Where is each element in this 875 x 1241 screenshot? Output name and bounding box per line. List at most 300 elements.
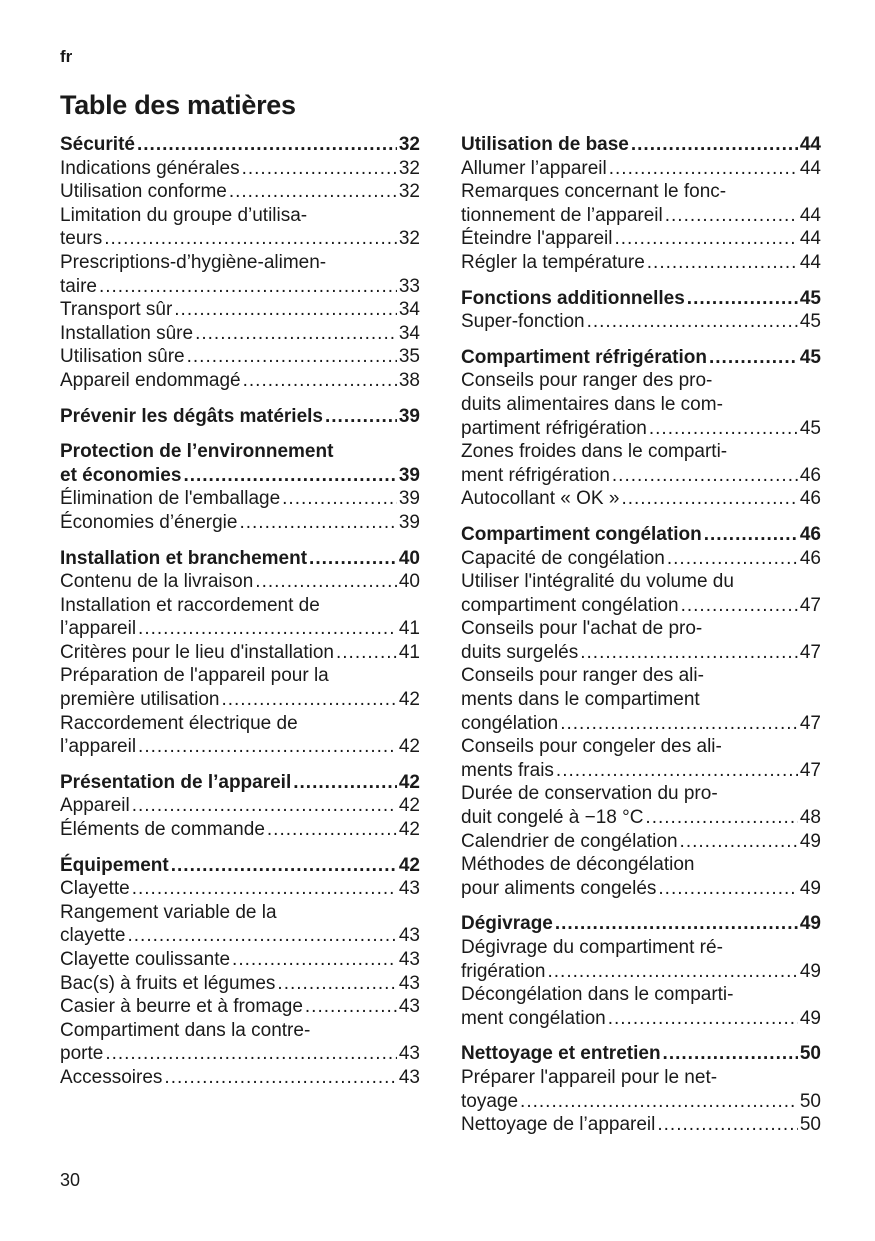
toc-entry-row xyxy=(461,1113,821,1137)
toc-section-heading[interactable] xyxy=(461,523,821,547)
toc-entry-title: duits surgelés xyxy=(461,641,579,663)
toc-entry-lead: Préparer l'appareil pour le net- xyxy=(461,1066,718,1088)
toc-entry-row xyxy=(60,547,420,571)
toc-entry-lead: Installation et raccordement de xyxy=(60,594,320,616)
toc-page-number: 46 xyxy=(799,464,821,486)
toc-section xyxy=(60,547,420,759)
dot-leader xyxy=(556,759,798,783)
toc-entry-title: compartiment congélation xyxy=(461,594,679,616)
toc-section xyxy=(60,405,420,429)
toc-entry-row xyxy=(461,877,821,901)
toc-entry-title: Régler la température xyxy=(461,251,645,273)
toc-section xyxy=(461,346,821,511)
toc-section xyxy=(461,912,821,1030)
toc-entry-lead: Prescriptions-d’hygiène-alimen- xyxy=(60,251,327,273)
dot-leader xyxy=(305,995,397,1019)
dot-leader xyxy=(336,641,397,665)
toc-entry[interactable] xyxy=(461,853,821,900)
dot-leader xyxy=(645,806,797,830)
toc-entry-title: première utilisation xyxy=(60,689,220,711)
dot-leader xyxy=(105,1042,397,1066)
toc-page-number: 35 xyxy=(398,346,420,368)
toc-entry[interactable] xyxy=(461,547,821,571)
dot-leader xyxy=(649,417,798,441)
toc-entry-title: Utilisation sûre xyxy=(60,346,185,368)
toc-entry-title: Nettoyage et entretien xyxy=(461,1043,661,1065)
toc-page-number: 43 xyxy=(398,925,420,947)
toc-page-number: 44 xyxy=(799,134,821,155)
toc-column-right xyxy=(461,133,821,1149)
language-code: fr xyxy=(60,47,73,66)
toc-section-heading[interactable] xyxy=(60,440,420,487)
toc-entry[interactable] xyxy=(461,1113,821,1137)
toc-entry-row xyxy=(60,487,420,511)
toc-entry-title: Casier à beurre et à fromage xyxy=(60,996,303,1018)
toc-entry-lead: ments dans le compartiment xyxy=(461,689,700,711)
toc-section-heading[interactable] xyxy=(60,771,420,795)
toc-entry-title: teurs xyxy=(60,228,103,250)
toc-entry-row xyxy=(60,345,420,369)
toc-entry-lead: Utiliser l'intégralité du volume du xyxy=(461,571,734,593)
toc-page-number: 46 xyxy=(799,488,821,510)
toc-page-number: 50 xyxy=(799,1090,821,1112)
toc-entry-row xyxy=(461,912,821,936)
toc-page-number: 44 xyxy=(799,157,821,179)
toc-entry-row xyxy=(60,641,420,665)
toc-entry-title: Nettoyage de l’appareil xyxy=(461,1114,656,1136)
toc-entry-title: Éteindre l'appareil xyxy=(461,228,613,250)
toc-entry[interactable] xyxy=(60,877,420,901)
toc-entry-title: Transport sûr xyxy=(60,299,173,321)
toc-entry-lead: duits alimentaires dans le com- xyxy=(461,393,723,415)
toc-page-number: 47 xyxy=(799,641,821,663)
toc-entry-row xyxy=(60,688,420,712)
toc-section xyxy=(461,1042,821,1136)
dot-leader xyxy=(580,641,798,665)
toc-entry[interactable] xyxy=(60,995,420,1019)
toc-entry[interactable] xyxy=(60,1019,420,1066)
toc-entry-row xyxy=(60,298,420,322)
toc-entry[interactable] xyxy=(461,369,821,440)
toc-entry-lead: Limitation du groupe d’utilisa- xyxy=(60,204,308,226)
toc-section-heading[interactable] xyxy=(461,912,821,936)
toc-entry-row xyxy=(461,417,821,441)
toc-entry-title: Allumer l’appareil xyxy=(461,157,607,179)
toc-entry-row xyxy=(60,369,420,393)
toc-entry-row xyxy=(461,310,821,334)
toc-entry-row xyxy=(60,972,420,996)
toc-entry-lead: Conseils pour l'achat de pro- xyxy=(461,618,703,640)
toc-section-heading[interactable] xyxy=(461,287,821,311)
toc-section-heading[interactable] xyxy=(461,133,821,157)
dot-leader xyxy=(657,1113,798,1137)
toc-section xyxy=(461,287,821,334)
toc-page-number: 45 xyxy=(799,346,821,368)
toc-page-number: 49 xyxy=(799,913,821,935)
toc-entry[interactable] xyxy=(461,570,821,617)
toc-entry[interactable] xyxy=(461,936,821,983)
dot-leader xyxy=(99,275,397,299)
toc-entry-row xyxy=(60,275,420,299)
toc-entry-lead: Décongélation dans le comparti- xyxy=(461,984,734,1006)
toc-entry-title: et économies xyxy=(60,464,182,486)
dot-leader xyxy=(242,157,397,181)
dot-leader xyxy=(221,688,396,712)
toc-page-number: 41 xyxy=(398,618,420,640)
dot-leader xyxy=(687,287,798,311)
dot-leader xyxy=(658,877,797,901)
toc-entry-title: Accessoires xyxy=(60,1066,163,1088)
toc-entry-title: tionnement de l’appareil xyxy=(461,204,663,226)
toc-entry[interactable] xyxy=(60,972,420,996)
page-number: 30 xyxy=(60,1170,81,1190)
toc-page-number: 48 xyxy=(799,807,821,829)
toc-entry-title: Bac(s) à fruits et légumes xyxy=(60,972,276,994)
toc-page-number: 49 xyxy=(799,1007,821,1029)
toc-entry[interactable] xyxy=(461,157,821,181)
toc-section xyxy=(461,133,821,275)
toc-entry-row xyxy=(60,1066,420,1090)
toc-entry[interactable] xyxy=(461,782,821,829)
dot-leader xyxy=(631,133,798,157)
toc-entry-lead: Raccordement électrique de xyxy=(60,712,298,734)
toc-page-number: 42 xyxy=(398,689,420,711)
dot-leader xyxy=(127,924,396,948)
toc-entry-row xyxy=(461,227,821,251)
toc-entry-row xyxy=(60,794,420,818)
toc-section-heading[interactable] xyxy=(461,1042,821,1066)
dot-leader xyxy=(255,570,397,594)
toc-entry[interactable] xyxy=(60,818,420,842)
toc-entry-lead: Rangement variable de la xyxy=(60,901,277,923)
toc-entry-row xyxy=(461,641,821,665)
toc-page-number: 45 xyxy=(799,311,821,333)
toc-section-heading[interactable] xyxy=(461,346,821,370)
toc-page-number: 50 xyxy=(799,1114,821,1136)
dot-leader xyxy=(174,298,397,322)
toc-entry[interactable] xyxy=(60,641,420,665)
toc-entry[interactable] xyxy=(461,180,821,227)
toc-entry-title: Appareil endommagé xyxy=(60,369,241,391)
toc-entry-row xyxy=(461,251,821,275)
toc-page-number: 49 xyxy=(799,830,821,852)
toc-entry[interactable] xyxy=(60,570,420,594)
toc-entry-title: l’appareil xyxy=(60,618,137,640)
toc-page-number: 42 xyxy=(398,795,420,817)
toc-entry[interactable] xyxy=(60,180,420,204)
toc-entry-title: ments frais xyxy=(461,759,554,781)
toc-page-number: 32 xyxy=(398,181,420,203)
toc-page-number: 40 xyxy=(398,547,420,569)
toc-entry-title: frigération xyxy=(461,960,546,982)
toc-entry-title: toyage xyxy=(461,1090,519,1112)
toc-entry-title: Utilisation de base xyxy=(461,134,629,155)
dot-leader xyxy=(560,712,798,736)
toc-entry[interactable] xyxy=(461,664,821,735)
toc-entry-title: duit congelé à −18 °C xyxy=(461,807,644,829)
toc-entry[interactable] xyxy=(461,830,821,854)
toc-entry-row xyxy=(60,924,420,948)
toc-entry-row xyxy=(60,180,420,204)
dot-leader xyxy=(621,487,797,511)
dot-leader xyxy=(138,735,397,759)
dot-leader xyxy=(164,1066,396,1090)
toc-entry-title: Prévenir les dégâts matériels xyxy=(60,405,323,427)
toc-entry-row xyxy=(60,157,420,181)
toc-entry-row xyxy=(461,712,821,736)
dot-leader xyxy=(709,346,798,370)
toc-section-heading[interactable] xyxy=(60,405,420,429)
toc-entry-lead: Préparation de l'appareil pour la xyxy=(60,665,329,687)
toc-entry-row xyxy=(461,806,821,830)
toc-entry-row xyxy=(60,227,420,251)
dot-leader xyxy=(104,227,397,251)
toc-entry-title: taire xyxy=(60,275,97,297)
toc-entry-lead: Dégivrage du compartiment ré- xyxy=(461,937,723,958)
toc-section xyxy=(60,440,420,534)
dot-leader xyxy=(548,960,798,984)
dot-leader xyxy=(232,948,397,972)
toc-section-heading[interactable] xyxy=(60,547,420,571)
toc-entry-title: Éléments de commande xyxy=(60,819,265,841)
toc-entry[interactable] xyxy=(60,157,420,181)
toc-entry-title: Économies d’énergie xyxy=(60,511,238,533)
toc-page-number: 45 xyxy=(799,287,821,309)
toc-entry-row xyxy=(60,464,420,488)
toc-entry-row xyxy=(60,511,420,535)
dot-leader xyxy=(608,1007,798,1031)
dot-leader xyxy=(680,830,798,854)
toc-entry[interactable] xyxy=(461,310,821,334)
toc-page-number: 42 xyxy=(398,736,420,758)
dot-leader xyxy=(132,877,397,901)
toc-page-number: 42 xyxy=(398,771,420,793)
toc-entry-title: ment réfrigération xyxy=(461,464,610,486)
toc-entry-title: Critères pour le lieu d'installation xyxy=(60,641,334,663)
toc-page-number: 39 xyxy=(398,488,420,510)
toc-entry-title: Dégivrage xyxy=(461,913,553,935)
toc-entry-title: Clayette xyxy=(60,878,130,900)
toc-entry-title: partiment réfrigération xyxy=(461,417,647,439)
dot-leader xyxy=(277,972,396,996)
toc-entry[interactable] xyxy=(461,1066,821,1113)
toc-page-number: 33 xyxy=(398,275,420,297)
dot-leader xyxy=(615,227,798,251)
toc-entry-row xyxy=(60,854,420,878)
dot-leader xyxy=(293,771,397,795)
dot-leader xyxy=(663,1042,798,1066)
dot-leader xyxy=(183,464,396,488)
toc-page-number: 49 xyxy=(799,960,821,982)
toc-entry-title: Autocollant « OK » xyxy=(461,488,620,510)
toc-entry-row xyxy=(60,771,420,795)
toc-entry-title: Appareil xyxy=(60,795,130,817)
toc-entry-title: ment congélation xyxy=(461,1007,606,1029)
toc-entry-row xyxy=(60,948,420,972)
toc-page-number: 40 xyxy=(398,571,420,593)
toc-entry-row xyxy=(461,547,821,571)
toc-page-number: 43 xyxy=(398,1066,420,1088)
toc-section-heading[interactable] xyxy=(60,133,420,157)
dot-leader xyxy=(520,1090,798,1114)
dot-leader xyxy=(647,251,798,275)
dot-leader xyxy=(267,818,397,842)
dot-leader xyxy=(665,204,798,228)
toc-entry-row xyxy=(461,830,821,854)
dot-leader xyxy=(309,547,397,571)
dot-leader xyxy=(282,487,397,511)
toc-entry-title: Clayette coulissante xyxy=(60,949,231,970)
toc-section xyxy=(60,133,420,393)
toc-section-heading[interactable] xyxy=(60,854,420,878)
toc-entry[interactable] xyxy=(60,948,420,972)
toc-entry[interactable] xyxy=(60,487,420,511)
dot-leader xyxy=(243,369,397,393)
toc-entry[interactable] xyxy=(461,227,821,251)
toc-page-number: 47 xyxy=(799,712,821,734)
dot-leader xyxy=(239,511,396,535)
toc-entry-row xyxy=(461,464,821,488)
toc-entry-row xyxy=(60,570,420,594)
dot-leader xyxy=(171,854,397,878)
toc-entry-title: congélation xyxy=(461,712,559,734)
toc-entry-lead: Zones froides dans le comparti- xyxy=(461,441,728,463)
dot-leader xyxy=(681,594,798,618)
toc-entry[interactable] xyxy=(461,983,821,1030)
dot-leader xyxy=(325,405,397,429)
toc-page-number: 43 xyxy=(398,878,420,900)
toc-entry-row xyxy=(60,877,420,901)
dot-leader xyxy=(704,523,798,547)
toc-section xyxy=(461,523,821,901)
toc-entry-title: Utilisation conforme xyxy=(60,181,227,203)
toc-entry-title: clayette xyxy=(60,925,126,947)
toc-page-number: 43 xyxy=(398,996,420,1018)
toc-entry-row xyxy=(60,322,420,346)
toc-entry-row xyxy=(461,1042,821,1066)
toc-page-number: 44 xyxy=(799,204,821,226)
toc-entry-title: Indications générales xyxy=(60,157,240,179)
toc-entry-title: Compartiment réfrigération xyxy=(461,346,707,368)
toc-entry-title: Super-fonction xyxy=(461,311,585,333)
toc-page-number: 47 xyxy=(799,759,821,781)
toc-page-number: 34 xyxy=(398,299,420,321)
toc-entry[interactable] xyxy=(461,487,821,511)
toc-entry[interactable] xyxy=(60,901,420,948)
toc-page-number: 43 xyxy=(398,1043,420,1065)
toc-entry-title: porte xyxy=(60,1043,104,1065)
toc-section xyxy=(60,854,420,1090)
toc-entry[interactable] xyxy=(60,594,420,641)
toc-entry-row xyxy=(60,617,420,641)
toc-entry[interactable] xyxy=(60,664,420,711)
dot-leader xyxy=(132,794,397,818)
toc-entry[interactable] xyxy=(461,440,821,487)
toc-entry-lead: Conseils pour ranger des pro- xyxy=(461,370,713,392)
toc-entry[interactable] xyxy=(60,204,420,251)
toc-entry[interactable] xyxy=(60,322,420,346)
toc-section xyxy=(60,771,420,842)
toc-page-number: 49 xyxy=(799,877,821,899)
toc-entry-row xyxy=(60,405,420,429)
toc-entry-row xyxy=(461,594,821,618)
toc-page-number: 32 xyxy=(398,228,420,250)
toc-entry-title: Sécurité xyxy=(60,134,135,155)
toc-entry[interactable] xyxy=(461,735,821,782)
toc-page-number: 41 xyxy=(398,641,420,663)
toc-page-number: 42 xyxy=(398,854,420,876)
toc-entry[interactable] xyxy=(461,617,821,664)
toc-page-number: 34 xyxy=(398,322,420,344)
toc-entry-row xyxy=(461,487,821,511)
toc-page-number: 46 xyxy=(799,547,821,569)
toc-entry-row xyxy=(461,960,821,984)
toc-page-number: 32 xyxy=(398,134,420,155)
toc-entry[interactable] xyxy=(60,298,420,322)
toc-entry-row xyxy=(60,133,420,157)
toc-entry-lead: Conseils pour congeler des ali- xyxy=(461,736,722,758)
toc-page-number: 43 xyxy=(398,949,420,970)
toc-entry-row xyxy=(461,1007,821,1031)
toc-entry[interactable] xyxy=(60,251,420,298)
toc-entry-row xyxy=(461,523,821,547)
toc-column-left xyxy=(60,133,420,1102)
toc-page-number: 43 xyxy=(398,972,420,994)
page-title: Table des matières xyxy=(60,90,296,120)
toc-entry[interactable] xyxy=(60,1066,420,1090)
toc-entry[interactable] xyxy=(60,794,420,818)
toc-page-number: 38 xyxy=(398,369,420,391)
toc-entry-lead: Durée de conservation du pro- xyxy=(461,783,718,805)
dot-leader xyxy=(195,322,397,346)
toc-entry-row xyxy=(461,157,821,181)
toc-entry-title: Installation et branchement xyxy=(60,547,308,569)
toc-entry[interactable] xyxy=(60,369,420,393)
dot-leader xyxy=(138,617,397,641)
toc-entry-title: Présentation de l’appareil xyxy=(60,771,292,793)
toc-entry-lead: Remarques concernant le fonc- xyxy=(461,181,727,203)
toc-entry-lead: Protection de l’environnement xyxy=(60,441,334,463)
toc-page-number: 39 xyxy=(398,405,420,427)
toc-entry-title: Capacité de congélation xyxy=(461,547,665,569)
toc-entry-title: l’appareil xyxy=(60,736,137,758)
toc-entry-title: Compartiment congélation xyxy=(461,523,702,545)
dot-leader xyxy=(187,345,397,369)
toc-page-number: 45 xyxy=(799,417,821,439)
toc-page-number: 46 xyxy=(799,523,821,545)
toc-page-number: 32 xyxy=(398,157,420,179)
toc-entry[interactable] xyxy=(60,712,420,759)
dot-leader xyxy=(555,912,798,936)
toc-entry-title: Calendrier de congélation xyxy=(461,830,678,852)
dot-leader xyxy=(137,133,397,157)
dot-leader xyxy=(609,157,798,181)
toc-page-number: 39 xyxy=(398,464,420,486)
toc-entry-row xyxy=(461,287,821,311)
toc-entry[interactable] xyxy=(60,345,420,369)
toc-entry-row xyxy=(461,1090,821,1114)
dot-leader xyxy=(587,310,798,334)
toc-entry-row xyxy=(461,759,821,783)
toc-entry-title: Contenu de la livraison xyxy=(60,571,254,593)
toc-entry[interactable] xyxy=(60,511,420,535)
toc-entry-row xyxy=(461,204,821,228)
toc-entry-title: Équipement xyxy=(60,854,169,876)
toc-entry-row xyxy=(60,995,420,1019)
toc-entry-lead: Compartiment dans la contre- xyxy=(60,1019,311,1041)
toc-entry[interactable] xyxy=(461,251,821,275)
toc-page-number: 44 xyxy=(799,251,821,273)
